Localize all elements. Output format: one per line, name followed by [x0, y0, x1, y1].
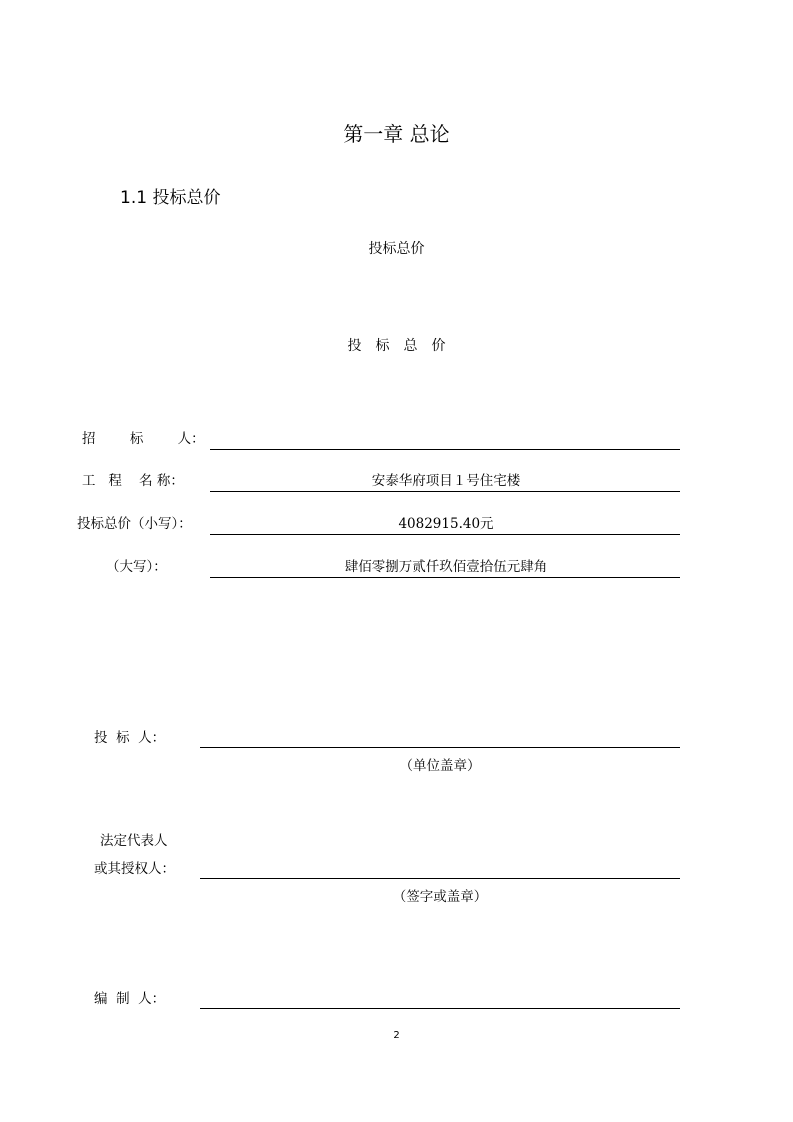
project-name-value: 安泰华府项目１号住宅楼 — [371, 473, 521, 489]
tenderer-label: 招 标 人： — [82, 431, 205, 447]
total-big-value: 肆佰零捌万贰仟玖佰壹拾伍元肆角 — [344, 559, 548, 575]
bidder-line — [200, 747, 680, 748]
bidder-label: 投 标 人： — [94, 730, 166, 746]
project-name-label: 工 程 名 称： — [82, 473, 184, 489]
compiler-line — [200, 1008, 680, 1009]
total-small-value: 4082915.40元 — [398, 516, 494, 532]
representative-line — [200, 878, 680, 879]
total-big-line — [210, 577, 680, 578]
form-title: 投标总价 — [347, 338, 460, 354]
tenderer-line — [210, 449, 680, 450]
project-name-line — [210, 491, 680, 492]
page-number: 2 — [393, 1030, 400, 1041]
total-small-label: 投标总价（小写）： — [77, 516, 192, 532]
representative-caption: （签字或盖章） — [392, 889, 488, 905]
bidder-caption: （单位盖章） — [399, 758, 481, 774]
total-small-line — [210, 534, 680, 535]
sub-heading: 投标总价 — [368, 241, 425, 257]
compiler-label: 编 制 人： — [94, 991, 166, 1007]
representative-label-line2: 或其授权人： — [94, 861, 175, 877]
representative-label-line1: 法定代表人 — [100, 833, 168, 849]
chapter-title: 第一章 总论 — [343, 122, 450, 146]
section-heading: 1.1 投标总价 — [120, 188, 221, 208]
total-big-label: （大写）： — [106, 559, 167, 575]
